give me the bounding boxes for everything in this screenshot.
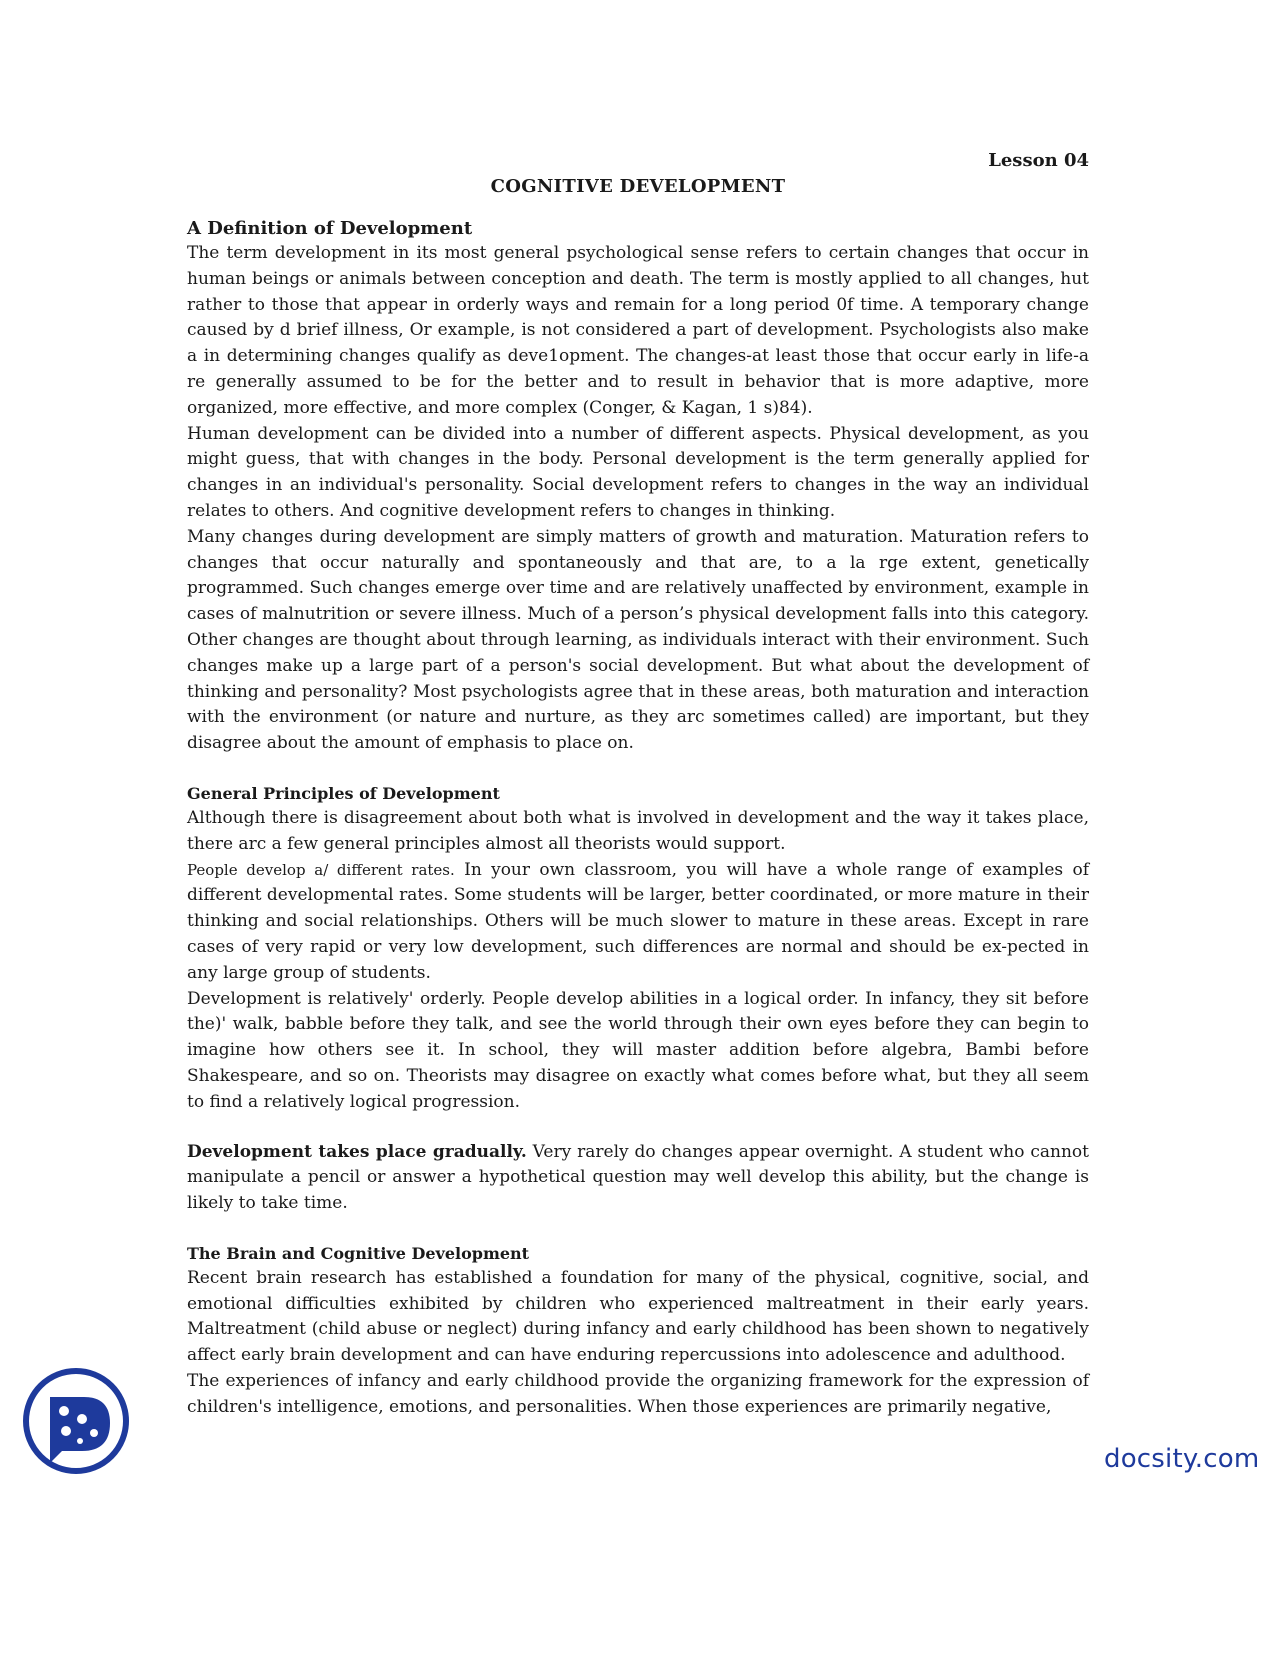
lesson-number: Lesson 04 bbox=[988, 150, 1089, 171]
paragraph bbox=[187, 858, 1089, 987]
document-page bbox=[187, 148, 1089, 1421]
page-title: COGNITIVE DEVELOPMENT bbox=[490, 176, 786, 197]
paragraph bbox=[187, 1140, 1089, 1217]
paragraph: Although there is disagreement about both what is involved in development and the way it takes place, there arc a few general principles almost all theorists would support. bbox=[187, 807, 1089, 854]
principle-lead: People develop a/ different rates. bbox=[187, 860, 455, 879]
section-heading-brain: The Brain and Cognitive Development bbox=[187, 1243, 530, 1263]
paragraph: The experiences of infancy and early childhood provide the organizing framework for the expression of children's intelligence, emotions, and personalities. When those experiences are primarily negative, bbox=[187, 1371, 1089, 1417]
docsity-logo-icon[interactable] bbox=[22, 1367, 130, 1475]
paragraph: Recent brain research has established a foundation for many of the physical, cognitive, social, and emotional difficulties exhibited by children who experienced maltreatment in their early years. Maltreatment (child abuse or neglect) during infancy and early childhood has been shown to negatively affect early brain development and can have enduring repercussions into adolescence and adulthood. bbox=[187, 1267, 1089, 1366]
principle-text: Very rarely do changes appear overnight. A student who cannot manipulate a pencil or answer a hypothetical question may well develop this ability, but the change is likely to take time. bbox=[187, 1141, 1089, 1214]
principle-lead: Development takes place gradually. bbox=[187, 1141, 527, 1162]
paragraph: The term development in its most general psychological sense refers to certain changes that occur in human beings or animals between conception and death. The term is mostly applied to all changes, hut rather to those that appear in orderly ways and remain for a long period 0f time. A temporary change caused by d brief illness, Or example, is not considered a part of development. Psychologists also make a in determining changes qualify as deve1opment. The changes-at least those that occur early in life-a re generally assumed to be for the better and to result in behavior that is more adaptive, more organized, more effective, and more complex (Conger, & Kagan, 1 s)84). bbox=[187, 243, 1089, 418]
docsity-logo-graphic bbox=[22, 1367, 130, 1475]
principle-text: In your own classroom, you will have a whole range of examples of different developmental rates. Some students will be larger, better coordinated, or more mature in their thinking and social relationships. Others will be much slower to mature in these areas. Except in rare cases of very rapid or very low development, such differences are normal and should be ex-pected in any large group of students. bbox=[187, 859, 1089, 983]
docsity-watermark[interactable]: docsity.com bbox=[1104, 1444, 1260, 1474]
paragraph: Development is relatively' orderly. People develop abilities in a logical order. In infancy, they sit before the)' walk, babble before they talk, and see the world through their own eyes before they can begin to imagine how others see it. In school, they will master addition before algebra, Bambi before Shakespeare, and so on. Theorists may disagree on exactly what comes before what, but they all seem to find a relatively logical progression. bbox=[187, 988, 1089, 1112]
paragraph: Human development can be divided into a number of different aspects. Physical development, as you might guess, that with changes in the body. Personal development is the term generally applied for changes in an individual's personality. Social development refers to changes in the way an individual relates to others. And cognitive development refers to changes in thinking. bbox=[187, 423, 1089, 521]
section-heading-principles: General Principles of Development bbox=[187, 783, 500, 803]
paragraph: Many changes during development are simply matters of growth and maturation. Maturation refers to changes that occur naturally and spontaneously and that are, to a la rge extent, genetically programmed. Such changes emerge over time and are relatively unaffected by environment, example in cases of malnutrition or severe illness. Much of a person’s physical development falls into this category. Other changes are thought about through learning, as individuals interact with their environment. Such changes make up a large part of a person's social development. But what about the development of thinking and personality? Most psychologists agree that in these areas, both maturation and interaction with the environment (or nature and nurture, as they arc sometimes called) are important, but they disagree about the amount of emphasis to place on. bbox=[187, 526, 1089, 754]
section-heading-definition: A Definition of Development bbox=[187, 218, 473, 239]
